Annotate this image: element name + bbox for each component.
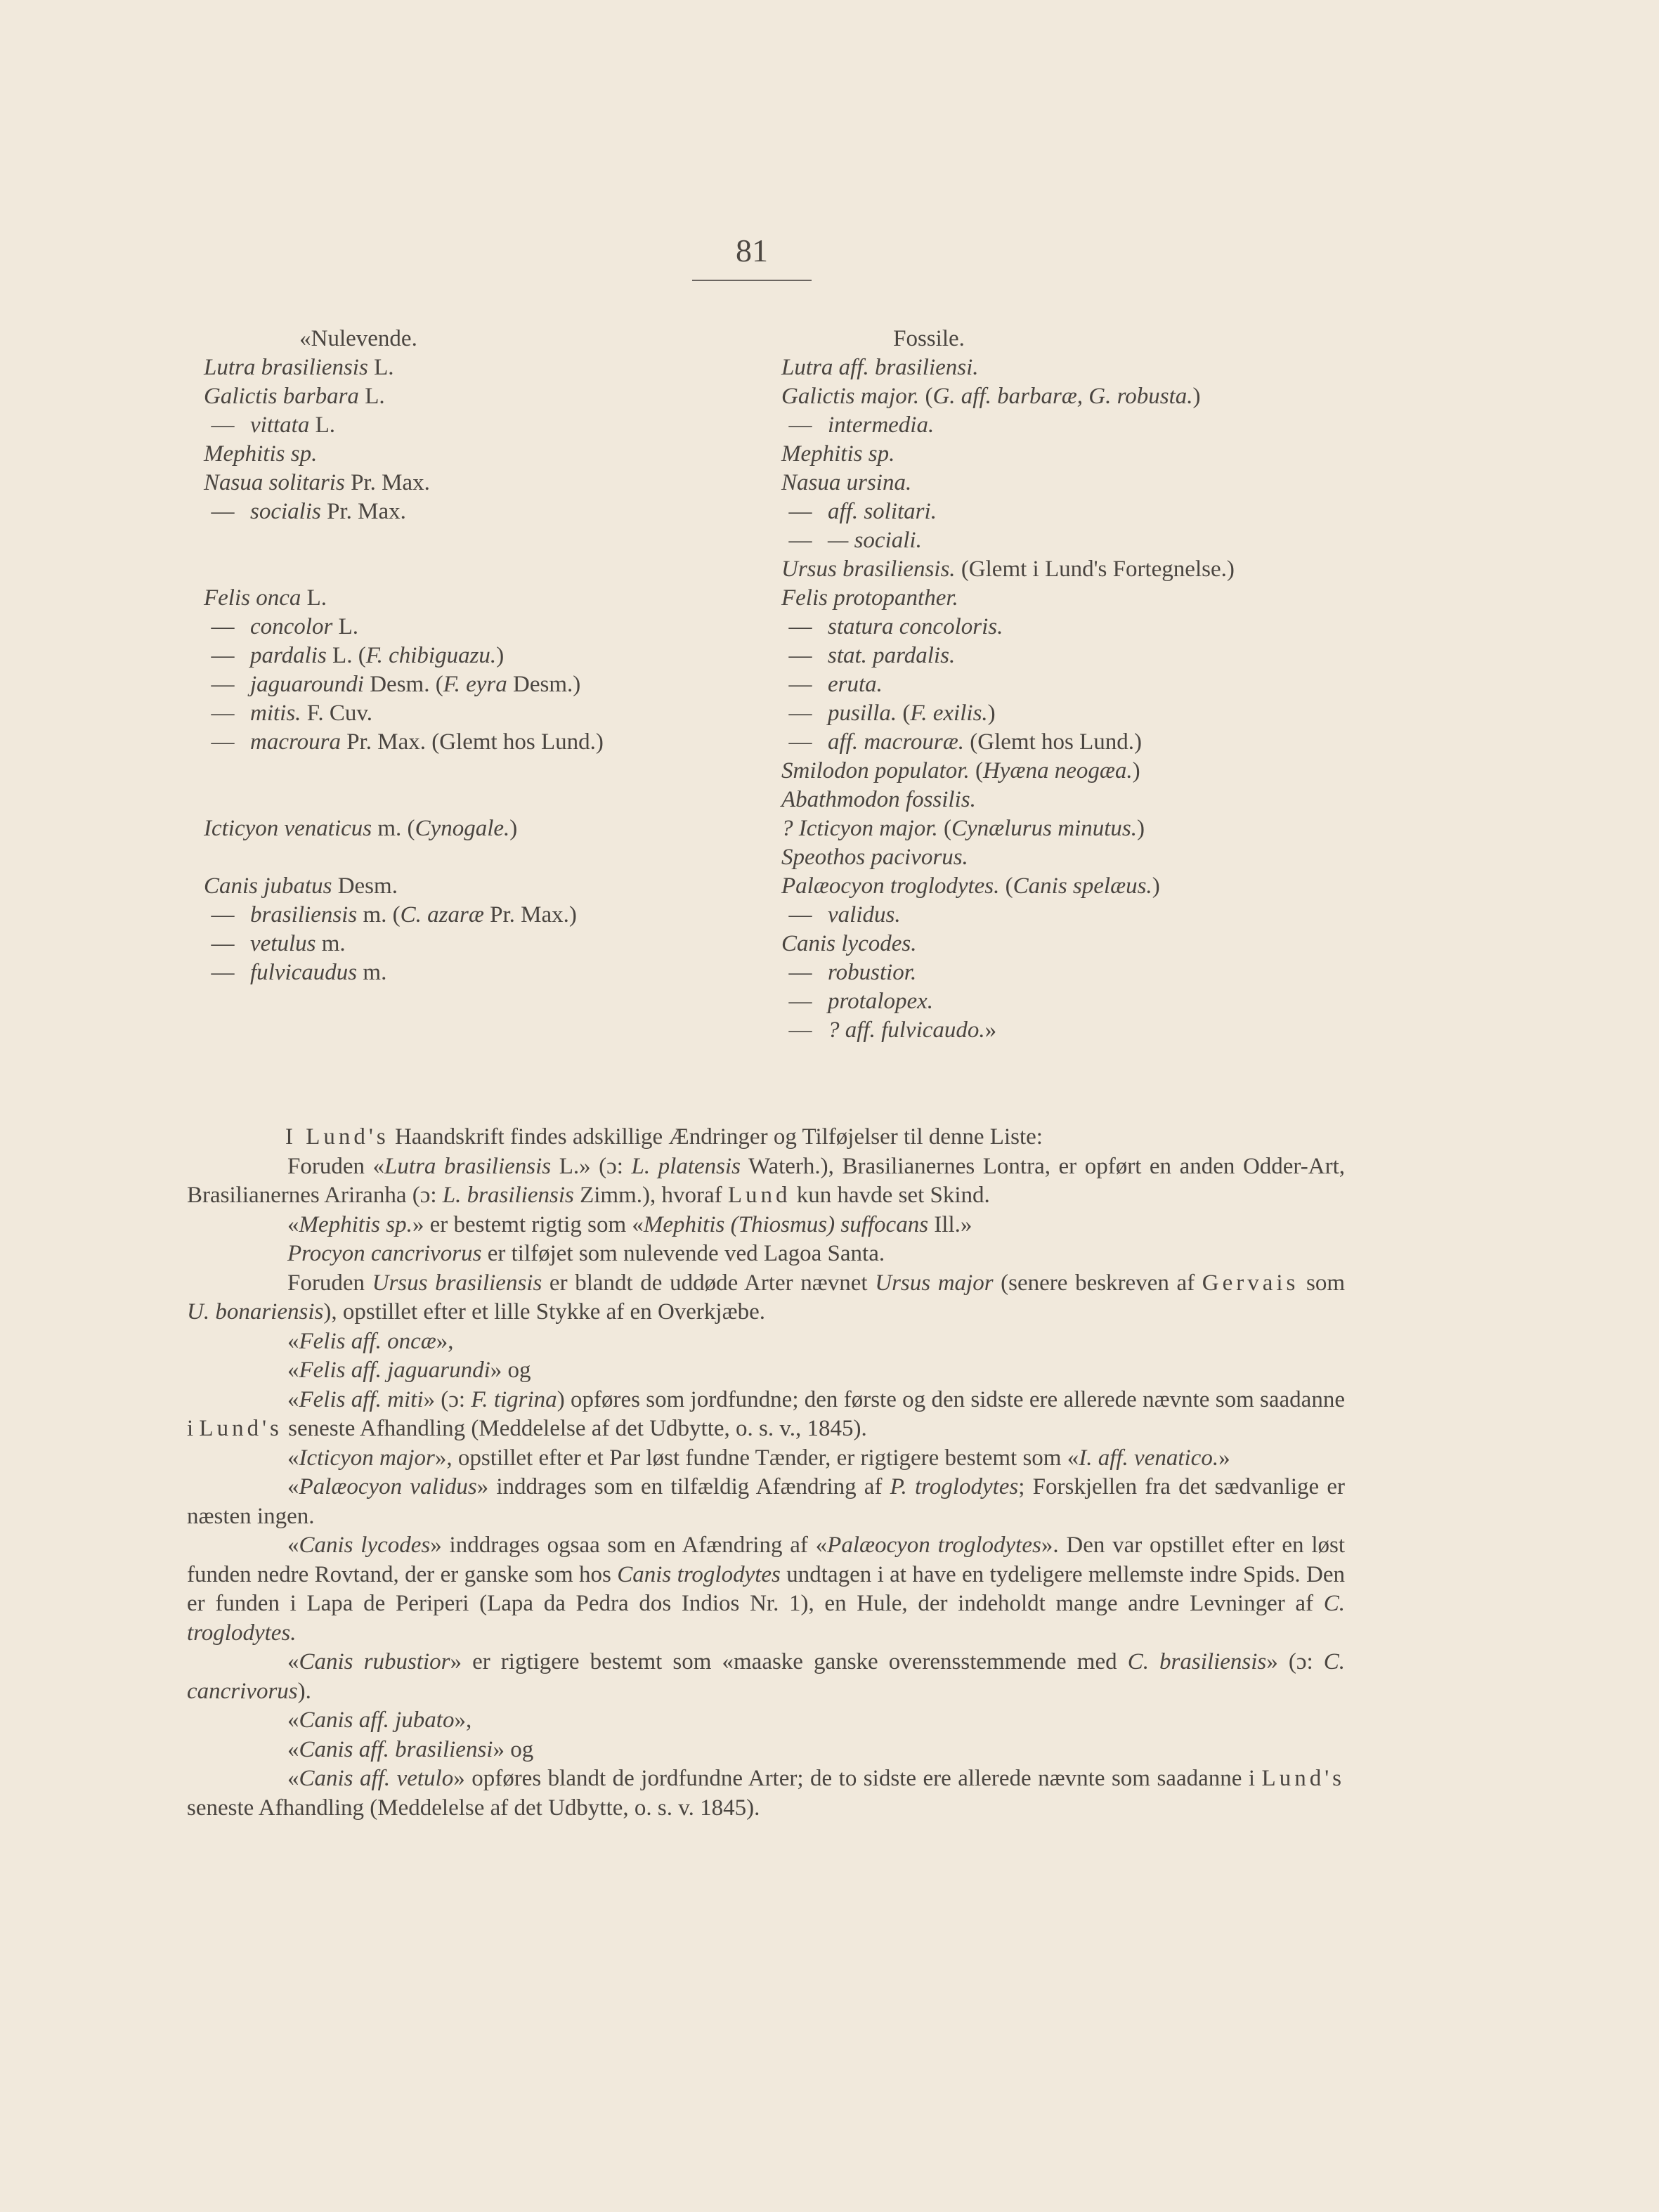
species-authority: ) xyxy=(496,643,505,668)
text-run: Zimm.), hvoraf xyxy=(573,1183,728,1208)
text-run: L.» (ɔ: xyxy=(551,1153,632,1179)
paragraph xyxy=(187,1648,1345,1706)
species-entry xyxy=(204,353,766,382)
species-authority: ) xyxy=(1152,873,1160,899)
species-name: Ursus brasiliensis. xyxy=(781,557,956,582)
species-name: Felis onca xyxy=(204,585,301,611)
species-entry xyxy=(204,670,766,699)
text-run: « xyxy=(287,1736,299,1762)
species-name: robustior. xyxy=(828,960,917,985)
ditto-dash: — xyxy=(211,672,235,697)
ditto-dash: — xyxy=(211,960,235,985)
blank-line xyxy=(204,786,766,814)
italic-taxon: Canis aff. jubato xyxy=(299,1707,455,1733)
paragraph xyxy=(187,1240,1345,1269)
species-name: Mephitis sp. xyxy=(204,441,318,467)
species-entry xyxy=(204,613,766,642)
italic-taxon: Mephitis (Thiosmus) suffocans xyxy=(643,1211,929,1237)
species-name: ? aff. fulvicaudo. xyxy=(828,1017,985,1043)
text-run: » er rigtigere bestemt som «maaske ganske overensstemmende med xyxy=(450,1649,1128,1674)
species-authority: Pr. Max. xyxy=(320,499,406,524)
italic-taxon: Canis lycodes xyxy=(299,1533,431,1558)
paragraph xyxy=(187,1706,1345,1736)
ditto-dash: — xyxy=(211,701,235,726)
text-run: ; Forskjellen fra det sædvanlige er næsten ingen. xyxy=(187,1474,1345,1529)
species-authority: (Glemt i Lund's Fortegnelse.) xyxy=(955,557,1235,582)
text-run: Haandskrift findes adskillige Ændringer og Tilføjelser til denne Liste: xyxy=(389,1124,1043,1150)
species-entry xyxy=(781,872,1386,901)
species-synonym: Cynogale. xyxy=(415,816,510,841)
living-heading: «Nulevende. xyxy=(299,326,417,351)
species-entry xyxy=(204,497,766,526)
paragraph xyxy=(187,1473,1345,1531)
species-entry xyxy=(781,670,1386,699)
italic-taxon: C. brasiliensis xyxy=(1127,1649,1267,1674)
italic-taxon: C. troglodytes. xyxy=(187,1591,1345,1646)
species-authority: ) xyxy=(987,701,996,726)
species-name: vittata xyxy=(250,412,310,438)
text-run: som xyxy=(1299,1270,1346,1296)
species-authority: ( xyxy=(969,758,983,783)
species-entry xyxy=(781,642,1386,670)
text-run: « xyxy=(287,1328,299,1354)
species-entry xyxy=(781,958,1386,987)
species-entry xyxy=(781,699,1386,728)
species-entry xyxy=(204,699,766,728)
species-entry xyxy=(204,872,766,901)
text-run: » og xyxy=(490,1358,531,1383)
species-authority: m. xyxy=(315,931,346,956)
italic-taxon: Ursus brasiliensis xyxy=(372,1270,542,1296)
ditto-dash: — xyxy=(788,412,812,438)
species-authority: F. Cuv. xyxy=(301,701,373,726)
species-name: brasiliensis xyxy=(250,902,358,928)
ditto-dash: — xyxy=(788,672,812,697)
paragraph xyxy=(187,1736,1345,1765)
spaced-name: I Lund's xyxy=(285,1124,389,1150)
text-run: « xyxy=(287,1707,299,1733)
species-name: Canis jubatus xyxy=(204,873,332,899)
species-synonym: Cynælurus minutus. xyxy=(951,816,1137,841)
species-synonym: G. aff. barbaræ, G. robusta. xyxy=(932,384,1193,409)
species-name: socialis xyxy=(250,499,321,524)
text-run: » inddrages ogsaa som en Afændring af « xyxy=(430,1533,828,1558)
species-entry xyxy=(781,440,1386,469)
species-synonym: F. chibiguazu. xyxy=(365,643,497,668)
text-run: », opstillet efter et Par løst fundne Tænder, er rigtigere bestemt som « xyxy=(434,1445,1079,1471)
species-name: Icticyon venaticus xyxy=(204,816,372,841)
text-run: undtagen i at have en tydeligere mellemste indre Spids. Den er funden i Lapa de Periperi (Lapa da Pedra dos Indios Nr. 1), en Hule, der indeholdt mange andre Levninger af xyxy=(187,1561,1345,1616)
text-run: « xyxy=(287,1211,299,1237)
species-authority: L. xyxy=(332,614,358,639)
paragraph xyxy=(187,1152,1345,1211)
italic-taxon: Canis aff. vetulo xyxy=(299,1766,454,1791)
blank-line xyxy=(204,843,766,872)
species-name: — sociali. xyxy=(828,528,922,553)
species-entry xyxy=(781,786,1386,814)
species-entry xyxy=(204,958,766,987)
italic-taxon: Felis aff. oncæ xyxy=(299,1328,436,1354)
text-run: » inddrages som en tilfældig Afændring af xyxy=(476,1474,890,1499)
text-run: Waterh.), Brasilianernes Lontra, er opført en anden Odder-Art, Brasilianernes Ariranha (ɔ: xyxy=(187,1153,1345,1208)
species-entry xyxy=(781,930,1386,958)
species-entry xyxy=(781,757,1386,786)
ditto-dash: — xyxy=(788,499,812,524)
species-entry xyxy=(204,469,766,497)
text-run: er blandt de uddøde Arter nævnet xyxy=(542,1270,876,1296)
italic-taxon: Lutra brasiliensis xyxy=(384,1153,552,1179)
species-authority: ( xyxy=(919,384,933,409)
italic-taxon: Mephitis sp. xyxy=(299,1211,412,1237)
text-run: » xyxy=(1218,1445,1230,1471)
ditto-dash: — xyxy=(211,412,235,438)
species-name: intermedia. xyxy=(828,412,935,438)
paragraph xyxy=(187,1211,1345,1240)
italic-taxon: Procyon cancrivorus xyxy=(287,1241,482,1266)
italic-taxon: Palæocyon validus xyxy=(299,1474,477,1499)
species-synonym: F. eyra xyxy=(443,672,507,697)
species-entry xyxy=(204,411,766,440)
species-name: Palæocyon troglodytes. xyxy=(781,873,1000,899)
text-run: » (ɔ: xyxy=(1266,1649,1324,1674)
italic-taxon: F. tigrina xyxy=(471,1386,557,1412)
text-run: « xyxy=(287,1766,299,1791)
spaced-name: Gervais xyxy=(1202,1270,1299,1296)
text-run: Foruden xyxy=(287,1270,372,1296)
species-entry xyxy=(781,613,1386,642)
italic-taxon: Icticyon major xyxy=(299,1445,435,1471)
text-run: ) opføres som jordfundne; den første og den sidste ere allerede nævnte som saadanne i xyxy=(187,1386,1345,1441)
species-entry xyxy=(204,382,766,411)
species-synonym: Canis spelæus. xyxy=(1013,873,1152,899)
italic-taxon: U. bonariensis xyxy=(187,1299,324,1325)
species-authority: L. ( xyxy=(326,643,366,668)
ditto-dash: — xyxy=(788,1017,812,1043)
species-entry xyxy=(781,497,1386,526)
species-name: mitis. xyxy=(250,701,301,726)
text-run: kun havde set Skind. xyxy=(791,1183,990,1208)
species-synonym: F. exilis. xyxy=(910,701,988,726)
text-run: ». Den var opstillet efter en løst funden nedre Rovtand, der er ganske som hos xyxy=(187,1533,1346,1587)
text-run: er tilføjet som nulevende ved Lagoa Santa. xyxy=(481,1241,885,1266)
ditto-dash: — xyxy=(788,614,812,639)
ditto-dash: — xyxy=(211,902,235,928)
fossil-species-column xyxy=(781,325,1386,1045)
species-authority: ( xyxy=(999,873,1013,899)
species-name: pardalis xyxy=(250,643,327,668)
page-number-rule xyxy=(692,280,812,281)
italic-taxon: Canis aff. brasiliensi xyxy=(299,1736,493,1762)
spaced-name: Lund's xyxy=(199,1416,282,1441)
species-name: eruta. xyxy=(828,672,883,697)
species-entry xyxy=(781,382,1386,411)
species-name: Canis lycodes. xyxy=(781,931,917,956)
species-authority: m. ( xyxy=(372,816,415,841)
species-name: vetulus xyxy=(250,931,316,956)
text-run: « xyxy=(287,1386,299,1412)
species-entry xyxy=(781,526,1386,555)
text-run: », xyxy=(436,1328,454,1354)
ditto-dash: — xyxy=(211,614,235,639)
ditto-dash: — xyxy=(211,729,235,755)
species-authority: ) xyxy=(1137,816,1145,841)
species-authority: Pr. Max.) xyxy=(483,902,577,928)
species-authority: Pr. Max. xyxy=(344,470,430,495)
italic-taxon: P. troglodytes xyxy=(890,1474,1019,1499)
species-entry xyxy=(781,584,1386,613)
species-name: protalopex. xyxy=(828,989,933,1014)
paragraph xyxy=(187,1269,1345,1327)
species-authority: (Glemt hos Lund.) xyxy=(964,729,1143,755)
paragraph xyxy=(187,1356,1345,1386)
species-entry xyxy=(781,411,1386,440)
species-entry xyxy=(204,440,766,469)
text-run: ). xyxy=(297,1678,311,1704)
text-run: « xyxy=(287,1358,299,1383)
species-synonym: Hyæna neogæa. xyxy=(982,758,1133,783)
paragraph xyxy=(187,1764,1345,1823)
species-entry xyxy=(781,901,1386,930)
species-name: Mephitis sp. xyxy=(781,441,895,467)
species-name: Abathmodon fossilis. xyxy=(781,787,976,812)
species-name: aff. solitari. xyxy=(828,499,937,524)
text-run: (senere beskreven af xyxy=(993,1270,1202,1296)
species-entry xyxy=(204,642,766,670)
text-run: seneste Afhandling (Meddelelse af det Udbytte, o. s. v., 1845). xyxy=(282,1416,867,1441)
ditto-dash: — xyxy=(788,960,812,985)
species-name: aff. macrouræ. xyxy=(828,729,965,755)
species-name: Nasua solitaris xyxy=(204,470,345,495)
paragraph xyxy=(187,1123,1345,1152)
species-entry xyxy=(781,555,1386,584)
species-authority: L. xyxy=(358,384,385,409)
paragraph xyxy=(187,1327,1345,1357)
paragraph xyxy=(187,1444,1345,1473)
italic-taxon: Felis aff. jaguarundi xyxy=(299,1358,490,1383)
species-entry xyxy=(204,930,766,958)
species-authority: L. xyxy=(367,355,394,380)
species-name: Nasua ursina. xyxy=(781,470,912,495)
species-authority: Desm.) xyxy=(507,672,581,697)
species-authority: ( xyxy=(937,816,951,841)
blank-line xyxy=(204,526,766,555)
ditto-dash: — xyxy=(788,989,812,1014)
species-entry xyxy=(781,987,1386,1016)
text-run: « xyxy=(287,1445,299,1471)
text-run: », xyxy=(454,1707,472,1733)
species-name: jaguaroundi xyxy=(250,672,364,697)
ditto-dash: — xyxy=(788,729,812,755)
species-name: Lutra brasiliensis xyxy=(204,355,368,380)
text-run: « xyxy=(287,1533,299,1558)
species-name: Lutra aff. brasiliensi. xyxy=(781,355,979,380)
text-run: « xyxy=(287,1474,299,1499)
species-name: fulvicaudus xyxy=(250,960,358,985)
species-name: stat. pardalis. xyxy=(828,643,956,668)
paragraph xyxy=(187,1531,1345,1648)
species-name: concolor xyxy=(250,614,333,639)
species-entry xyxy=(781,728,1386,757)
ditto-dash: — xyxy=(211,499,235,524)
ditto-dash: — xyxy=(211,643,235,668)
ditto-dash: — xyxy=(788,643,812,668)
text-run: Ill.» xyxy=(928,1211,972,1237)
italic-taxon: I. aff. venatico. xyxy=(1079,1445,1219,1471)
species-entry xyxy=(204,814,766,843)
species-authority: Desm. ( xyxy=(363,672,443,697)
species-name: Smilodon populator. xyxy=(781,758,970,783)
text-run: » er bestemt rigtig som « xyxy=(412,1211,644,1237)
species-authority: ) xyxy=(1132,758,1140,783)
blank-line xyxy=(204,757,766,786)
species-authority: ) xyxy=(1192,384,1201,409)
fossil-species-list xyxy=(781,353,1386,1045)
living-species-column xyxy=(204,325,766,987)
fossil-heading: Fossile. xyxy=(893,326,965,351)
species-name: macroura xyxy=(250,729,341,755)
species-authority: ( xyxy=(897,701,911,726)
page-number: 81 xyxy=(736,233,768,268)
text-run: » og xyxy=(493,1736,534,1762)
italic-taxon: Palæocyon troglodytes xyxy=(827,1533,1041,1558)
species-authority: ) xyxy=(509,816,518,841)
italic-taxon: Ursus major xyxy=(875,1270,994,1296)
ditto-dash: — xyxy=(788,528,812,553)
italic-taxon: Canis rubustior xyxy=(299,1649,450,1674)
species-entry xyxy=(781,469,1386,497)
species-entry xyxy=(204,728,766,757)
species-name: Galictis major. xyxy=(781,384,920,409)
body-text xyxy=(187,1123,1345,1823)
species-entry xyxy=(781,843,1386,872)
species-authority: L. xyxy=(301,585,327,611)
species-entry xyxy=(204,901,766,930)
species-authority: m. xyxy=(357,960,387,985)
text-run: » opføres blandt de jordfundne Arter; de to sidste ere allerede nævnte som saadanne i xyxy=(453,1766,1262,1791)
species-authority: Desm. xyxy=(332,873,398,899)
ditto-dash: — xyxy=(788,902,812,928)
species-authority: » xyxy=(984,1017,997,1043)
species-name: statura concoloris. xyxy=(828,614,1003,639)
species-name: Felis protopanther. xyxy=(781,585,958,611)
italic-taxon: L. brasiliensis xyxy=(442,1183,574,1208)
spaced-name: Lund's xyxy=(1261,1766,1345,1791)
species-synonym: C. azaræ xyxy=(400,902,484,928)
species-authority: Pr. Max. (Glemt hos Lund.) xyxy=(340,729,604,755)
species-entry xyxy=(204,584,766,613)
text-run: ), opstillet efter et lille Stykke af en Overkjæbe. xyxy=(323,1299,765,1325)
italic-taxon: C. cancrivorus xyxy=(187,1649,1346,1704)
living-species-list xyxy=(204,353,766,987)
text-run: Foruden « xyxy=(287,1153,385,1179)
ditto-dash: — xyxy=(788,701,812,726)
text-run: « xyxy=(287,1649,299,1674)
species-name: Speothos pacivorus. xyxy=(781,845,968,870)
species-entry xyxy=(781,1016,1386,1045)
species-authority: m. ( xyxy=(357,902,401,928)
species-entry xyxy=(781,814,1386,843)
text-run: seneste Afhandling (Meddelelse af det Udbytte, o. s. v. 1845). xyxy=(187,1795,760,1821)
spaced-name: Lund xyxy=(727,1183,791,1208)
species-name: validus. xyxy=(828,902,901,928)
italic-taxon: Felis aff. miti xyxy=(299,1386,424,1412)
species-entry xyxy=(781,353,1386,382)
paragraph xyxy=(187,1386,1345,1444)
species-name: ? Icticyon major. xyxy=(781,816,938,841)
italic-taxon: L. platensis xyxy=(631,1153,741,1179)
species-authority: L. xyxy=(309,412,335,438)
species-name: Galictis barbara xyxy=(204,384,359,409)
text-run: » (ɔ: xyxy=(423,1386,471,1412)
species-name: pusilla. xyxy=(828,701,897,726)
italic-taxon: Canis troglodytes xyxy=(617,1561,781,1587)
ditto-dash: — xyxy=(211,931,235,956)
blank-line xyxy=(204,555,766,584)
